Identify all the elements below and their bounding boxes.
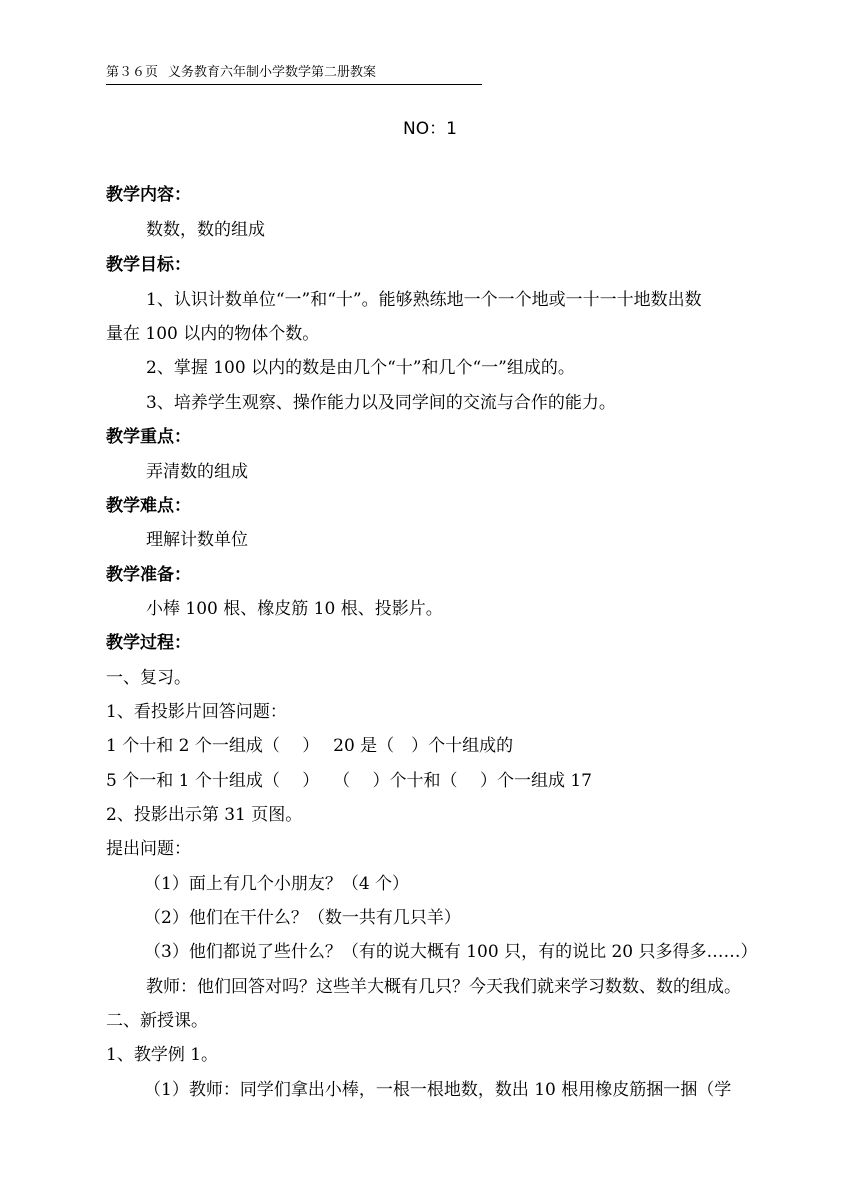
teaching-content-text: 数数，数的组成 — [146, 220, 265, 240]
example-1: 1、教学例 1。 — [106, 1045, 219, 1065]
question-1: （1）面上有几个小朋友？（4 个） — [144, 874, 410, 894]
section-new-lesson: 二、新授课。 — [106, 1011, 208, 1031]
heading-key-point: 教学重点： — [106, 427, 191, 447]
heading-difficult-point: 教学难点： — [106, 496, 191, 516]
example-1-step-1: （1）教师：同学们拿出小棒，一根一根地数，数出 10 根用橡皮筋捆一捆（学 — [144, 1080, 732, 1100]
section-review: 一、复习。 — [106, 668, 191, 688]
heading-preparation: 教学准备： — [106, 565, 191, 585]
question-row-2: 5 个一和 1 个十组成（ ） （ ）个十和（ ）个一组成 17 — [106, 771, 592, 791]
goal-1-line-1: 1、认识计数单位“一”和“十”。能够熟练地一个一个地或一十一十地数出数 — [146, 290, 702, 310]
question-3: （3）他们都说了些什么？（有的说大概有 100 只，有的说比 20 只多得多……） — [144, 942, 758, 962]
preparation-text: 小棒 100 根、橡皮筋 10 根、投影片。 — [146, 599, 443, 619]
goal-2: 2、掌握 100 以内的数是由几个“十”和几个“一”组成的。 — [146, 358, 575, 378]
goal-3: 3、培养学生观察、操作能力以及同学间的交流与合作的能力。 — [146, 393, 616, 413]
teacher-remark: 教师：他们回答对吗？这些羊大概有几只？今天我们就来学习数数、数的组成。 — [146, 977, 741, 997]
heading-teaching-goals: 教学目标： — [106, 255, 191, 275]
question-row-1: 1 个十和 2 个一组成（ ） 20 是（ ）个十组成的 — [106, 736, 514, 756]
review-item-1: 1、看投影片回答问题： — [106, 702, 287, 722]
difficult-point-text: 理解计数单位 — [146, 530, 248, 550]
key-point-text: 弄清数的组成 — [146, 462, 248, 482]
page-number: 第３６页 — [106, 65, 159, 80]
review-item-2: 2、投影出示第 31 页图。 — [106, 805, 303, 825]
heading-teaching-process: 教学过程： — [106, 633, 191, 653]
question-2: （2）他们在干什么？（数一共有几只羊） — [144, 908, 461, 928]
heading-teaching-content: 教学内容： — [106, 185, 191, 205]
goal-1-line-2: 量在 100 以内的物体个数。 — [106, 324, 320, 344]
ask-questions: 提出问题： — [106, 839, 191, 859]
page-header — [106, 64, 482, 85]
header-title: 义务教育六年制小学数学第二册教案 — [168, 65, 377, 80]
document-number: NO：1 — [403, 119, 457, 139]
